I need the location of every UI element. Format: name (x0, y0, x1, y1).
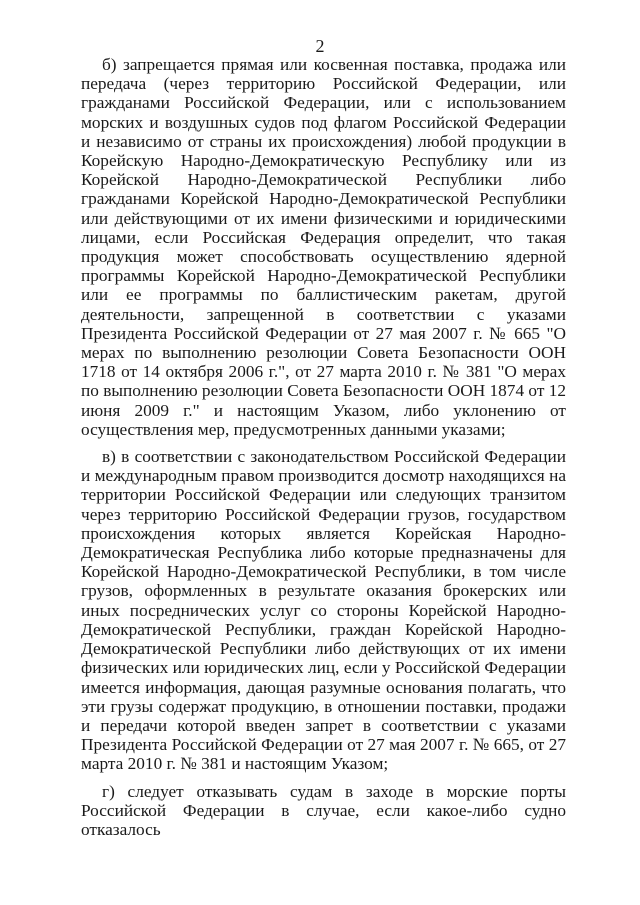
page-number: 2 (315, 36, 325, 56)
paragraph-v: в) в соответствии с законодательством Российской Федерации и международным правом производится досмотр находящихся на территории Российской Федерации или следующих транзитом через территорию Российской Федерации грузов, государством происхождения которых является Корейская Народно-Демократическая Республика либо которые предназначены для Корейской Народно-Демократической Республики, в том числе грузов, оформленных в результате оказания брокерских или иных посреднических услуг со стороны Корейской Народно-Демократической Республики, граждан Корейской Народно-Демократической Республики либо действующих от их имени физических или юридических лиц, если у Российской Федерации имеется информация, дающая разумные основания полагать, что эти грузы содержат продукцию, в отношении поставки, продажи и передачи которой введен запрет в соответствии с указами Президента Российской Федерации от 27 мая 2007 г. № 665, от 27 марта 2010 г. № 381 и настоящим Указом; (81, 447, 566, 774)
paragraph-b: б) запрещается прямая или косвенная поставка, продажа или передача (через территорию Российской Федерации, или гражданами Российской Федерации, или с использованием морских и воздушных судов под флагом Российской Федерации и независимо от страны их происхождения) любой продукции в Корейскую Народно-Демократическую Республику или из Корейской Народно-Демократической Республики либо гражданами Корейской Народно-Демократической Республики или действующими от их имени физическими и юридическими лицами, если Российская Федерация определит, что такая продукция может способствовать осуществлению ядерной программы Корейской Народно-Демократической Республики или ее программы по баллистическим ракетам, другой деятельности, запрещенной в соответствии с указами Президента Российской Федерации от 27 мая 2007 г. № 665 "О мерах по выполнению резолюции Совета Безопасности ООН 1718 от 14 октября 2006 г.", от 27 марта 2010 г. № 381 "О мерах по выполнению резолюции Совета Безопасности ООН 1874 от 12 июня 2009 г." и настоящим Указом, либо уклонению от осуществления мер, предусмотренных данными указами; (81, 55, 566, 439)
paragraph-g: г) следует отказывать судам в заходе в морские порты Российской Федерации в случае, если какое-либо судно отказалось (81, 781, 566, 839)
document-body (81, 55, 566, 847)
